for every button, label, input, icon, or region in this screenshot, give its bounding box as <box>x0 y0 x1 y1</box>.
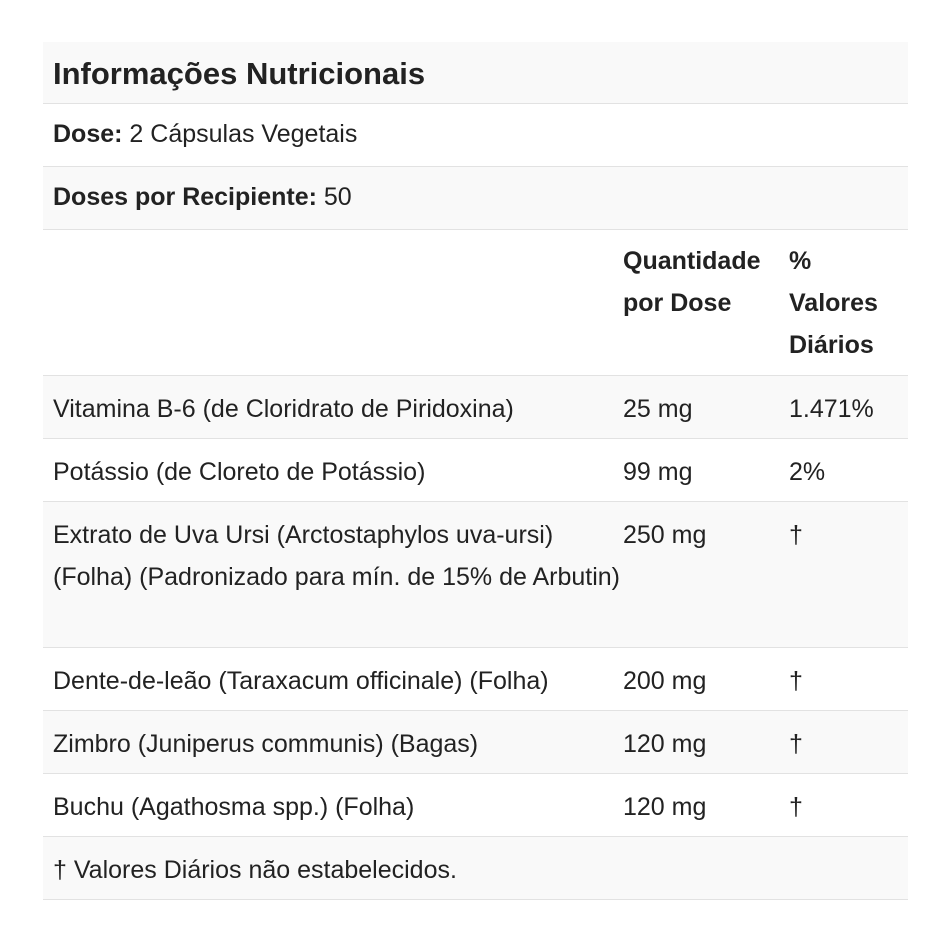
nutrient-column-header <box>53 240 623 375</box>
nutrient-daily-value: † <box>789 793 803 821</box>
nutrient-daily-value: 2% <box>789 458 826 486</box>
nutrient-daily-value: 1.471% <box>789 395 874 423</box>
nutrient-amount: 25 mg <box>623 395 693 423</box>
footnote: † Valores Diários não estabelecidos. <box>43 837 908 900</box>
nutrient-amount: 200 mg <box>623 667 707 695</box>
table-title: Informações Nutricionais <box>43 42 908 104</box>
nutrient-name: Dente-de-leão (Taraxacum officinale) (Folha) <box>53 667 549 695</box>
serving-size-row <box>43 104 908 167</box>
serving-size-value: 2 Cápsulas Vegetais <box>122 120 358 148</box>
table-row <box>43 439 908 502</box>
nutrient-name: Buchu (Agathosma spp.) (Folha) <box>53 793 415 821</box>
nutrient-name: Extrato de Uva Ursi (Arctostaphylos uva-ursi) (Folha) (Padronizado para mín. de 15% de Arbutin) <box>53 521 620 591</box>
nutrient-daily-value: † <box>789 521 803 549</box>
daily-value-column-header: % Valores Diários <box>789 247 878 359</box>
nutrient-daily-value: † <box>789 730 803 758</box>
nutrient-name: Zimbro (Juniperus communis) (Bagas) <box>53 730 479 758</box>
serving-size-label: Dose: <box>53 120 123 148</box>
nutrient-name: Potássio (de Cloreto de Potássio) <box>53 458 426 486</box>
table-row <box>43 502 908 648</box>
servings-per-container-label: Doses por Recipiente: <box>53 183 317 211</box>
amount-column-header: Quantidade por Dose <box>623 247 761 317</box>
servings-per-container-value: 50 <box>316 183 352 211</box>
column-header-row <box>43 230 908 376</box>
nutrient-daily-value: † <box>789 667 803 695</box>
table-row <box>43 376 908 439</box>
servings-per-container-row <box>43 167 908 230</box>
nutrient-amount: 120 mg <box>623 730 707 758</box>
table-row <box>43 774 908 837</box>
nutrient-amount: 250 mg <box>623 521 707 549</box>
nutrient-amount: 99 mg <box>623 458 693 486</box>
table-row <box>43 648 908 711</box>
table-row <box>43 711 908 774</box>
nutrition-facts-table <box>43 42 908 900</box>
nutrient-name: Vitamina B-6 (de Cloridrato de Piridoxina) <box>53 395 514 423</box>
nutrient-amount: 120 mg <box>623 793 707 821</box>
